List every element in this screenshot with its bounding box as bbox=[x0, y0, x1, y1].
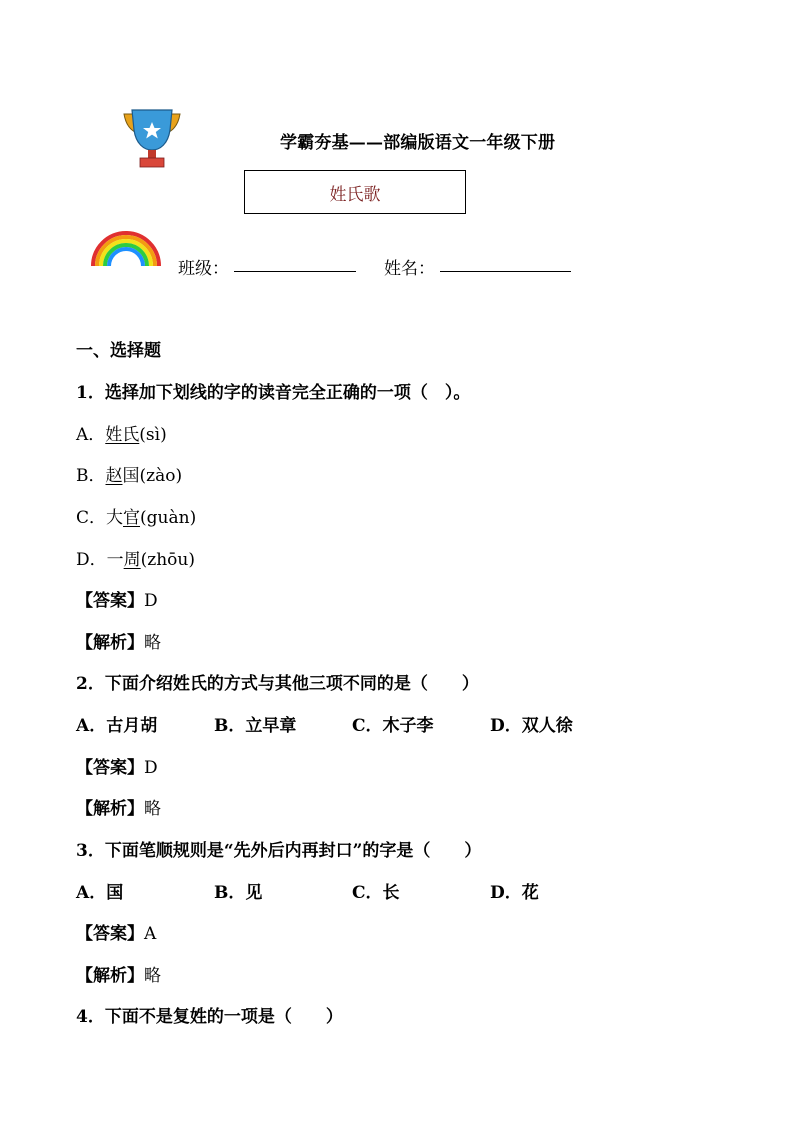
answer-label: 【答案】 bbox=[76, 591, 144, 611]
document-title: 学霸夯基——部编版语文一年级下册 bbox=[280, 133, 556, 153]
option-prefix: B． bbox=[76, 466, 106, 486]
question-2-analysis bbox=[76, 794, 161, 819]
option-prefix: D． bbox=[76, 550, 107, 570]
question-2-option-c: C．木子李 bbox=[352, 716, 434, 736]
name-label: 姓名： bbox=[384, 259, 435, 279]
question-1-option-a bbox=[76, 420, 167, 445]
question-1-option-b bbox=[76, 461, 182, 486]
class-blank[interactable] bbox=[234, 271, 356, 272]
question-3-option-c: C．长 bbox=[352, 883, 400, 903]
question-2-stem: 2．下面介绍姓氏的方式与其他三项不同的是（ ） bbox=[76, 674, 479, 694]
question-2-option-b: B．立早章 bbox=[214, 716, 297, 736]
lesson-title: 姓氏歌 bbox=[329, 184, 381, 205]
question-4-stem: 4．下面不是复姓的一项是（ ） bbox=[76, 1007, 343, 1027]
question-1-analysis bbox=[76, 628, 161, 653]
question-1-stem: 1．选择加下划线的字的读音完全正确的一项（ ）。 bbox=[76, 383, 471, 403]
analysis-label: 【解析】 bbox=[76, 633, 144, 653]
option-pinyin: (zào) bbox=[139, 466, 183, 486]
option-prefix: A． bbox=[76, 425, 106, 445]
option-underlined-text: 姓氏 bbox=[105, 425, 140, 445]
option-plain-text: 国 bbox=[122, 466, 140, 486]
question-1-answer bbox=[76, 586, 158, 611]
question-3-analysis bbox=[76, 961, 161, 986]
trophy-icon bbox=[118, 108, 186, 170]
option-underlined-text: 官 bbox=[123, 508, 141, 528]
rainbow-icon bbox=[89, 228, 163, 268]
question-2-option-a: A．古月胡 bbox=[76, 716, 158, 736]
question-3-option-b: B．见 bbox=[214, 883, 263, 903]
option-plain-text: 一 bbox=[106, 550, 124, 570]
option-pinyin: (zhōu) bbox=[140, 550, 195, 570]
answer-value: A bbox=[144, 924, 157, 944]
analysis-value: 略 bbox=[144, 799, 161, 819]
option-underlined-text: 赵 bbox=[105, 466, 123, 486]
name-blank[interactable] bbox=[440, 271, 571, 272]
option-prefix: C． bbox=[76, 508, 107, 528]
question-3-answer bbox=[76, 919, 156, 944]
answer-value: D bbox=[144, 758, 158, 778]
analysis-value: 略 bbox=[144, 966, 161, 986]
question-2-answer bbox=[76, 753, 158, 778]
question-3-stem: 3．下面笔顺规则是“先外后内再封口”的字是（ ） bbox=[76, 841, 482, 861]
analysis-label: 【解析】 bbox=[76, 799, 144, 819]
option-pinyin: (guàn) bbox=[140, 508, 197, 528]
question-1-option-d bbox=[76, 545, 195, 570]
lesson-title-box bbox=[244, 170, 466, 214]
class-label: 班级： bbox=[178, 259, 229, 279]
analysis-label: 【解析】 bbox=[76, 966, 144, 986]
section-heading: 一、选择题 bbox=[76, 341, 161, 361]
question-3-option-a: A．国 bbox=[76, 883, 124, 903]
answer-label: 【答案】 bbox=[76, 758, 144, 778]
question-2-option-d: D．双人徐 bbox=[490, 716, 573, 736]
answer-value: D bbox=[144, 591, 158, 611]
question-3-option-d: D．花 bbox=[490, 883, 539, 903]
analysis-value: 略 bbox=[144, 633, 161, 653]
option-underlined-text: 周 bbox=[123, 550, 141, 570]
question-1-option-c bbox=[76, 503, 196, 528]
answer-label: 【答案】 bbox=[76, 924, 144, 944]
option-pinyin: (sì) bbox=[139, 425, 167, 445]
option-plain-text: 大 bbox=[106, 508, 124, 528]
